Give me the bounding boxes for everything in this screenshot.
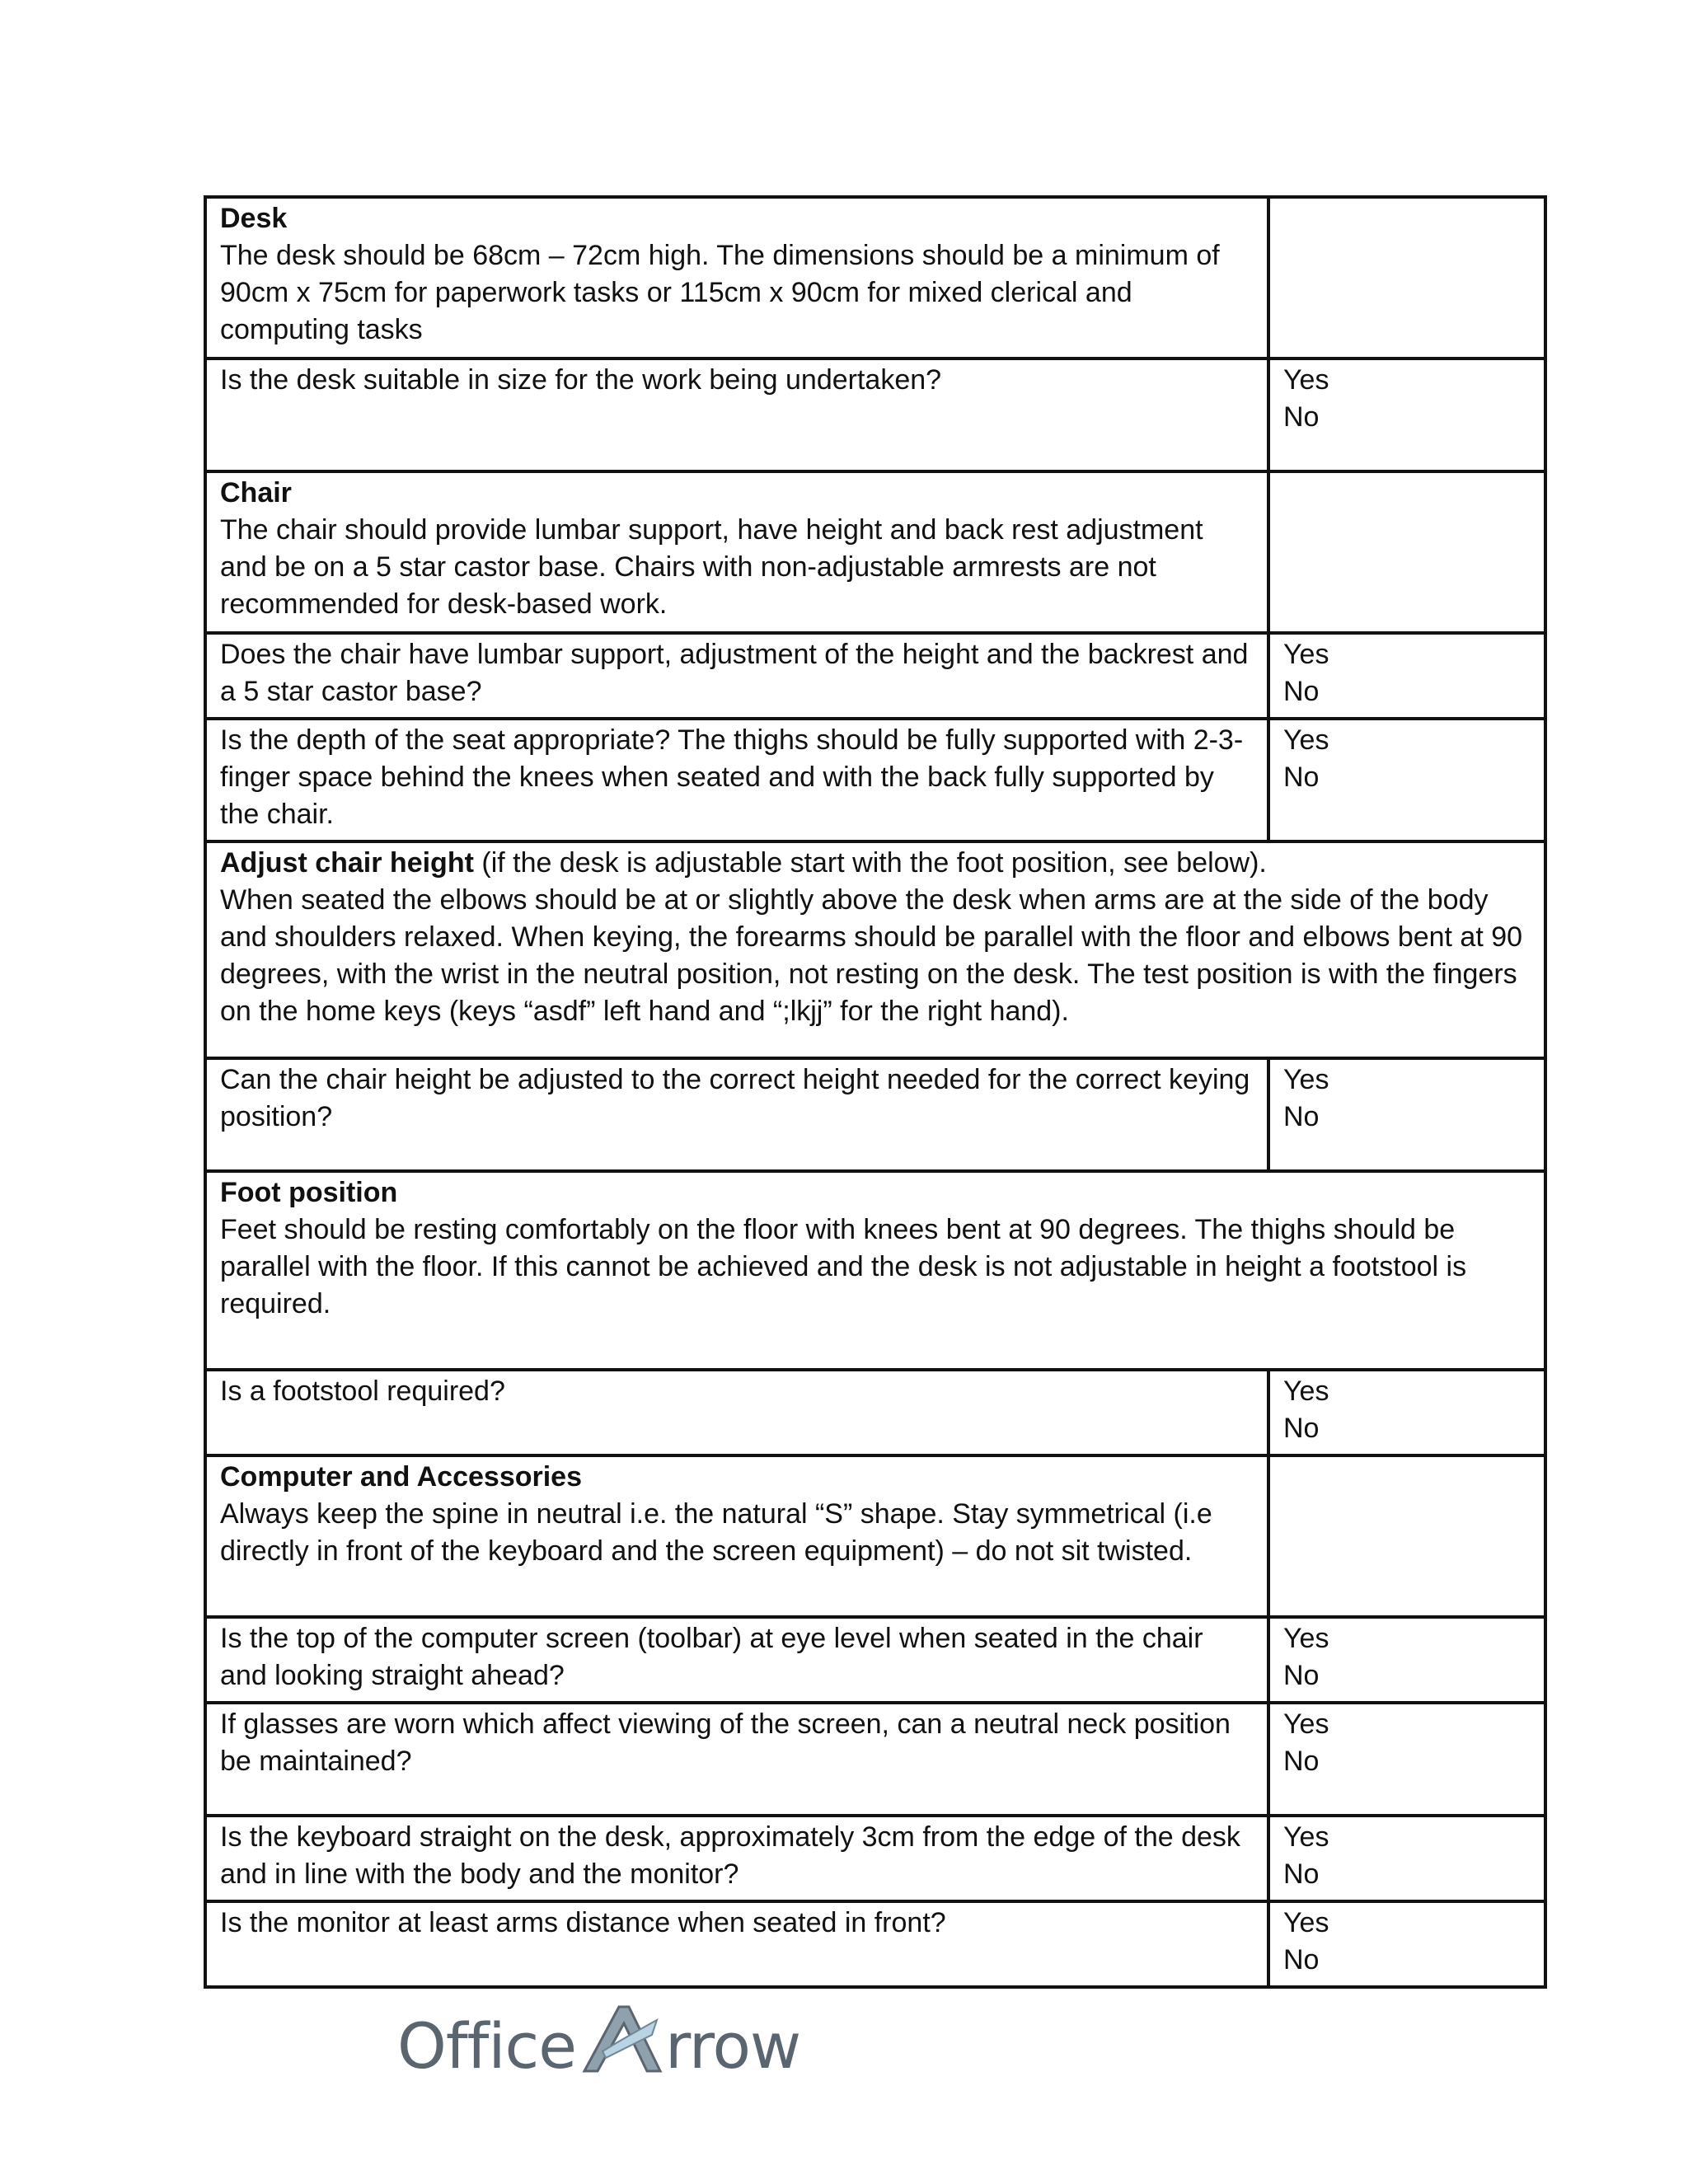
section-title: Chair — [220, 477, 292, 509]
no-option[interactable]: No — [1283, 1746, 1320, 1777]
no-option[interactable]: No — [1283, 676, 1320, 707]
assessment-table — [204, 195, 1547, 1989]
question-row — [205, 1370, 1545, 1455]
section-title-suffix: (if the desk is adjustable start with the foot position, see below). — [473, 847, 1267, 879]
section-row-computer-accessories — [205, 1455, 1545, 1617]
yes-option[interactable]: Yes — [1283, 1623, 1329, 1654]
section-cell — [205, 471, 1268, 633]
answer-cell-empty — [1268, 197, 1545, 359]
yes-option[interactable]: Yes — [1283, 639, 1329, 670]
no-option[interactable]: No — [1283, 1944, 1320, 1975]
question-row — [205, 1617, 1545, 1703]
answer-cell — [1268, 719, 1545, 841]
section-title: Foot position — [220, 1177, 398, 1208]
yes-option[interactable]: Yes — [1283, 1821, 1329, 1853]
answer-cell — [1268, 1816, 1545, 1901]
yes-option[interactable]: Yes — [1283, 1708, 1329, 1740]
yes-option[interactable]: Yes — [1283, 1064, 1329, 1095]
question-row — [205, 719, 1545, 841]
yes-option[interactable]: Yes — [1283, 1907, 1329, 1938]
question-text: If glasses are worn which affect viewing of the screen, can a neutral neck position be maintained? — [205, 1703, 1268, 1816]
answer-cell — [1268, 1370, 1545, 1455]
answer-cell-empty — [1268, 471, 1545, 633]
section-title: Desk — [220, 203, 288, 234]
no-option[interactable]: No — [1283, 1660, 1320, 1691]
answer-cell — [1268, 359, 1545, 471]
question-text: Is the keyboard straight on the desk, approximately 3cm from the edge of the desk and in line with the body and the monitor? — [205, 1816, 1268, 1901]
section-title: Adjust chair height — [220, 847, 474, 879]
logo-text-left: Office — [397, 2008, 576, 2083]
question-row — [205, 1703, 1545, 1816]
section-row-chair — [205, 471, 1545, 633]
section-text: The desk should be 68cm – 72cm high. The dimensions should be a minimum of 90cm x 75cm for paperwork tasks or 115cm x 90cm for mixed clerical and computing tasks — [220, 240, 1220, 345]
arrow-a-logo-icon — [576, 1999, 665, 2093]
question-text: Is the top of the computer screen (toolbar) at eye level when seated in the chair and looking straight ahead? — [205, 1617, 1268, 1703]
section-heading-line — [220, 845, 1531, 882]
question-text: Is the depth of the seat appropriate? The thighs should be fully supported with 2-3-finger space behind the knees when seated and with the back fully supported by the chair. — [205, 719, 1268, 841]
section-cell — [205, 197, 1268, 359]
question-text: Is the monitor at least arms distance when seated in front? — [205, 1901, 1268, 1987]
section-row-foot-position — [205, 1171, 1545, 1370]
answer-cell — [1268, 1703, 1545, 1816]
no-option[interactable]: No — [1283, 762, 1320, 793]
question-text: Is the desk suitable in size for the work being undertaken? — [205, 359, 1268, 471]
question-row — [205, 1058, 1545, 1171]
section-text: The chair should provide lumbar support, have height and back rest adjustment and be on a 5 star castor base. Chairs with non-adjustable armrests are not recommended for desk-based work. — [220, 514, 1203, 620]
section-text: Feet should be resting comfortably on the floor with knees bent at 90 degrees. The thighs should be parallel with the floor. If this cannot be achieved and the desk is not adjustable in height a footstool is required. — [220, 1214, 1467, 1319]
section-text: When seated the elbows should be at or slightly above the desk when arms are at the side of the body and shoulders relaxed. When keying, the forearms should be parallel with the floor and elbows bent at 90 degrees, with the wrist in the neutral position, not resting on the desk. The test position is with the fingers on the home keys (keys “asdf” left hand and “;lkjj” for the right hand). — [220, 884, 1523, 1027]
answer-cell-empty — [1268, 1455, 1545, 1617]
section-cell — [205, 1455, 1268, 1617]
question-row — [205, 1816, 1545, 1901]
question-row — [205, 633, 1545, 719]
wide-section-cell — [205, 841, 1545, 1058]
office-arrow-logo — [397, 2004, 800, 2087]
question-text: Can the chair height be adjusted to the correct height needed for the correct keying position? — [205, 1058, 1268, 1171]
question-row — [205, 359, 1545, 471]
no-option[interactable]: No — [1283, 1858, 1320, 1890]
section-title: Computer and Accessories — [220, 1461, 582, 1493]
answer-cell — [1268, 633, 1545, 719]
no-option[interactable]: No — [1283, 1413, 1320, 1444]
no-option[interactable]: No — [1283, 1101, 1320, 1132]
section-row-desk — [205, 197, 1545, 359]
yes-option[interactable]: Yes — [1283, 724, 1329, 756]
yes-option[interactable]: Yes — [1283, 1376, 1329, 1407]
question-text: Is a footstool required? — [205, 1370, 1268, 1455]
answer-cell — [1268, 1901, 1545, 1987]
answer-cell — [1268, 1617, 1545, 1703]
no-option[interactable]: No — [1283, 401, 1320, 433]
question-text: Does the chair have lumbar support, adjustment of the height and the backrest and a 5 star castor base? — [205, 633, 1268, 719]
logo-text-right: rrow — [665, 2008, 801, 2083]
question-row — [205, 1901, 1545, 1987]
yes-option[interactable]: Yes — [1283, 364, 1329, 396]
section-text: Always keep the spine in neutral i.e. the natural “S” shape. Stay symmetrical (i.e directly in front of the keyboard and the screen equipment) – do not sit twisted. — [220, 1498, 1212, 1567]
answer-cell — [1268, 1058, 1545, 1171]
section-row-adjust-chair-height — [205, 841, 1545, 1058]
wide-section-cell — [205, 1171, 1545, 1370]
